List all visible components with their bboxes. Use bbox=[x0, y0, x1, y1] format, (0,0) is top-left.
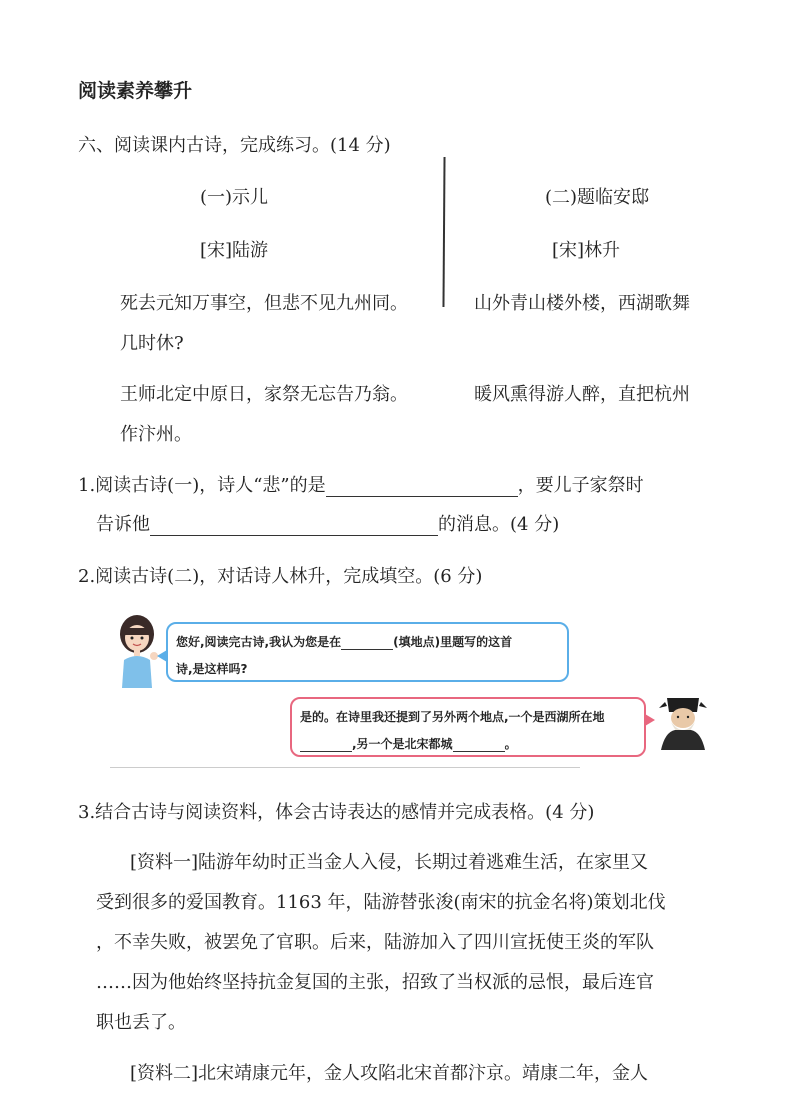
poem2-title: (二)题临安邸 bbox=[545, 187, 650, 208]
faint-divider bbox=[110, 767, 580, 768]
column-divider bbox=[442, 157, 445, 307]
girl-speech-text-a: 您好,阅读完古诗,我认为您是在 bbox=[176, 635, 342, 649]
material1-line5: 职也丢了。 bbox=[96, 1012, 186, 1033]
poem1-author: [宋]陆游 bbox=[200, 240, 269, 261]
poem2-author: [宋]林升 bbox=[552, 240, 621, 261]
poem2-line2a: 暖风熏得游人醉，直把杭州 bbox=[474, 384, 690, 405]
question-1-line1 bbox=[78, 471, 644, 497]
girl-speech-line2: 诗,是这样吗? bbox=[176, 662, 248, 676]
poem1-title: (一)示儿 bbox=[200, 187, 269, 208]
question-3-header: 3.结合古诗与阅读资料，体会古诗表达的感情并完成表格。(4 分) bbox=[78, 802, 595, 823]
poet-speech-bubble bbox=[290, 697, 646, 757]
q1-text-a: 1.阅读古诗(一)，诗人“悲”的是 bbox=[78, 475, 326, 496]
poet-blank-capital[interactable] bbox=[453, 739, 505, 752]
q1-text-b: ，要儿子家祭时 bbox=[517, 475, 644, 496]
girl-speech-bubble bbox=[166, 622, 569, 682]
question-2-header: 2.阅读古诗(二)，对话诗人林升，完成填空。(6 分) bbox=[78, 566, 483, 587]
girl-speech-line1 bbox=[176, 633, 512, 650]
poem2-line1b: 几时休? bbox=[120, 333, 184, 354]
q1-text-d: 的消息。(4 分) bbox=[438, 514, 560, 535]
q1-blank-news[interactable] bbox=[150, 517, 438, 536]
q1-blank-sorrow[interactable] bbox=[326, 478, 518, 497]
poet-speech-text-c: 。 bbox=[504, 737, 517, 751]
material1-line2: 受到很多的爱国教育。1163 年，陆游替张浚(南宋的抗金名将)策划北伐 bbox=[96, 892, 666, 913]
girl-speech-text-b: (填地点)里题写的这首 bbox=[393, 635, 513, 649]
poet-avatar-icon bbox=[655, 690, 711, 750]
q1-text-c: 告诉他 bbox=[96, 514, 150, 535]
girl-blank-location[interactable] bbox=[341, 637, 393, 650]
poem1-line1: 死去元知万事空，但悲不见九州同。 bbox=[120, 293, 408, 314]
poet-speech-text-b: ,另一个是北宋都城 bbox=[352, 737, 453, 751]
material1-line4: ……因为他始终坚持抗金复国的主张，招致了当权派的忌恨，最后连官 bbox=[96, 972, 654, 993]
poem2-line2b: 作汴州。 bbox=[120, 424, 192, 445]
material1-line3: ，不幸失败，被罢免了官职。后来，陆游加入了四川宣抚使王炎的军队 bbox=[96, 932, 654, 953]
material2-line1: [资料二]北宋靖康元年，金人攻陷北宋首都汴京。靖康二年，金人 bbox=[130, 1063, 649, 1084]
poet-speech-line1: 是的。在诗里我还提到了另外两个地点,一个是西湖所在地 bbox=[300, 710, 605, 724]
pink-bubble-tail bbox=[645, 714, 655, 726]
section-title: 阅读素养攀升 bbox=[78, 80, 193, 102]
question-1-line2 bbox=[96, 510, 559, 536]
material1-line1: [资料一]陆游年幼时正当金人入侵，长期过着逃难生活，在家里又 bbox=[130, 852, 649, 873]
poet-speech-line2 bbox=[300, 735, 517, 752]
poet-blank-place1[interactable] bbox=[300, 739, 352, 752]
poem1-line2: 王师北定中原日，家祭无忘告乃翁。 bbox=[120, 384, 408, 405]
question-6-header: 六、阅读课内古诗，完成练习。(14 分) bbox=[78, 135, 391, 156]
girl-avatar-icon bbox=[112, 612, 162, 688]
poem2-line1a: 山外青山楼外楼，西湖歌舞 bbox=[474, 293, 690, 314]
